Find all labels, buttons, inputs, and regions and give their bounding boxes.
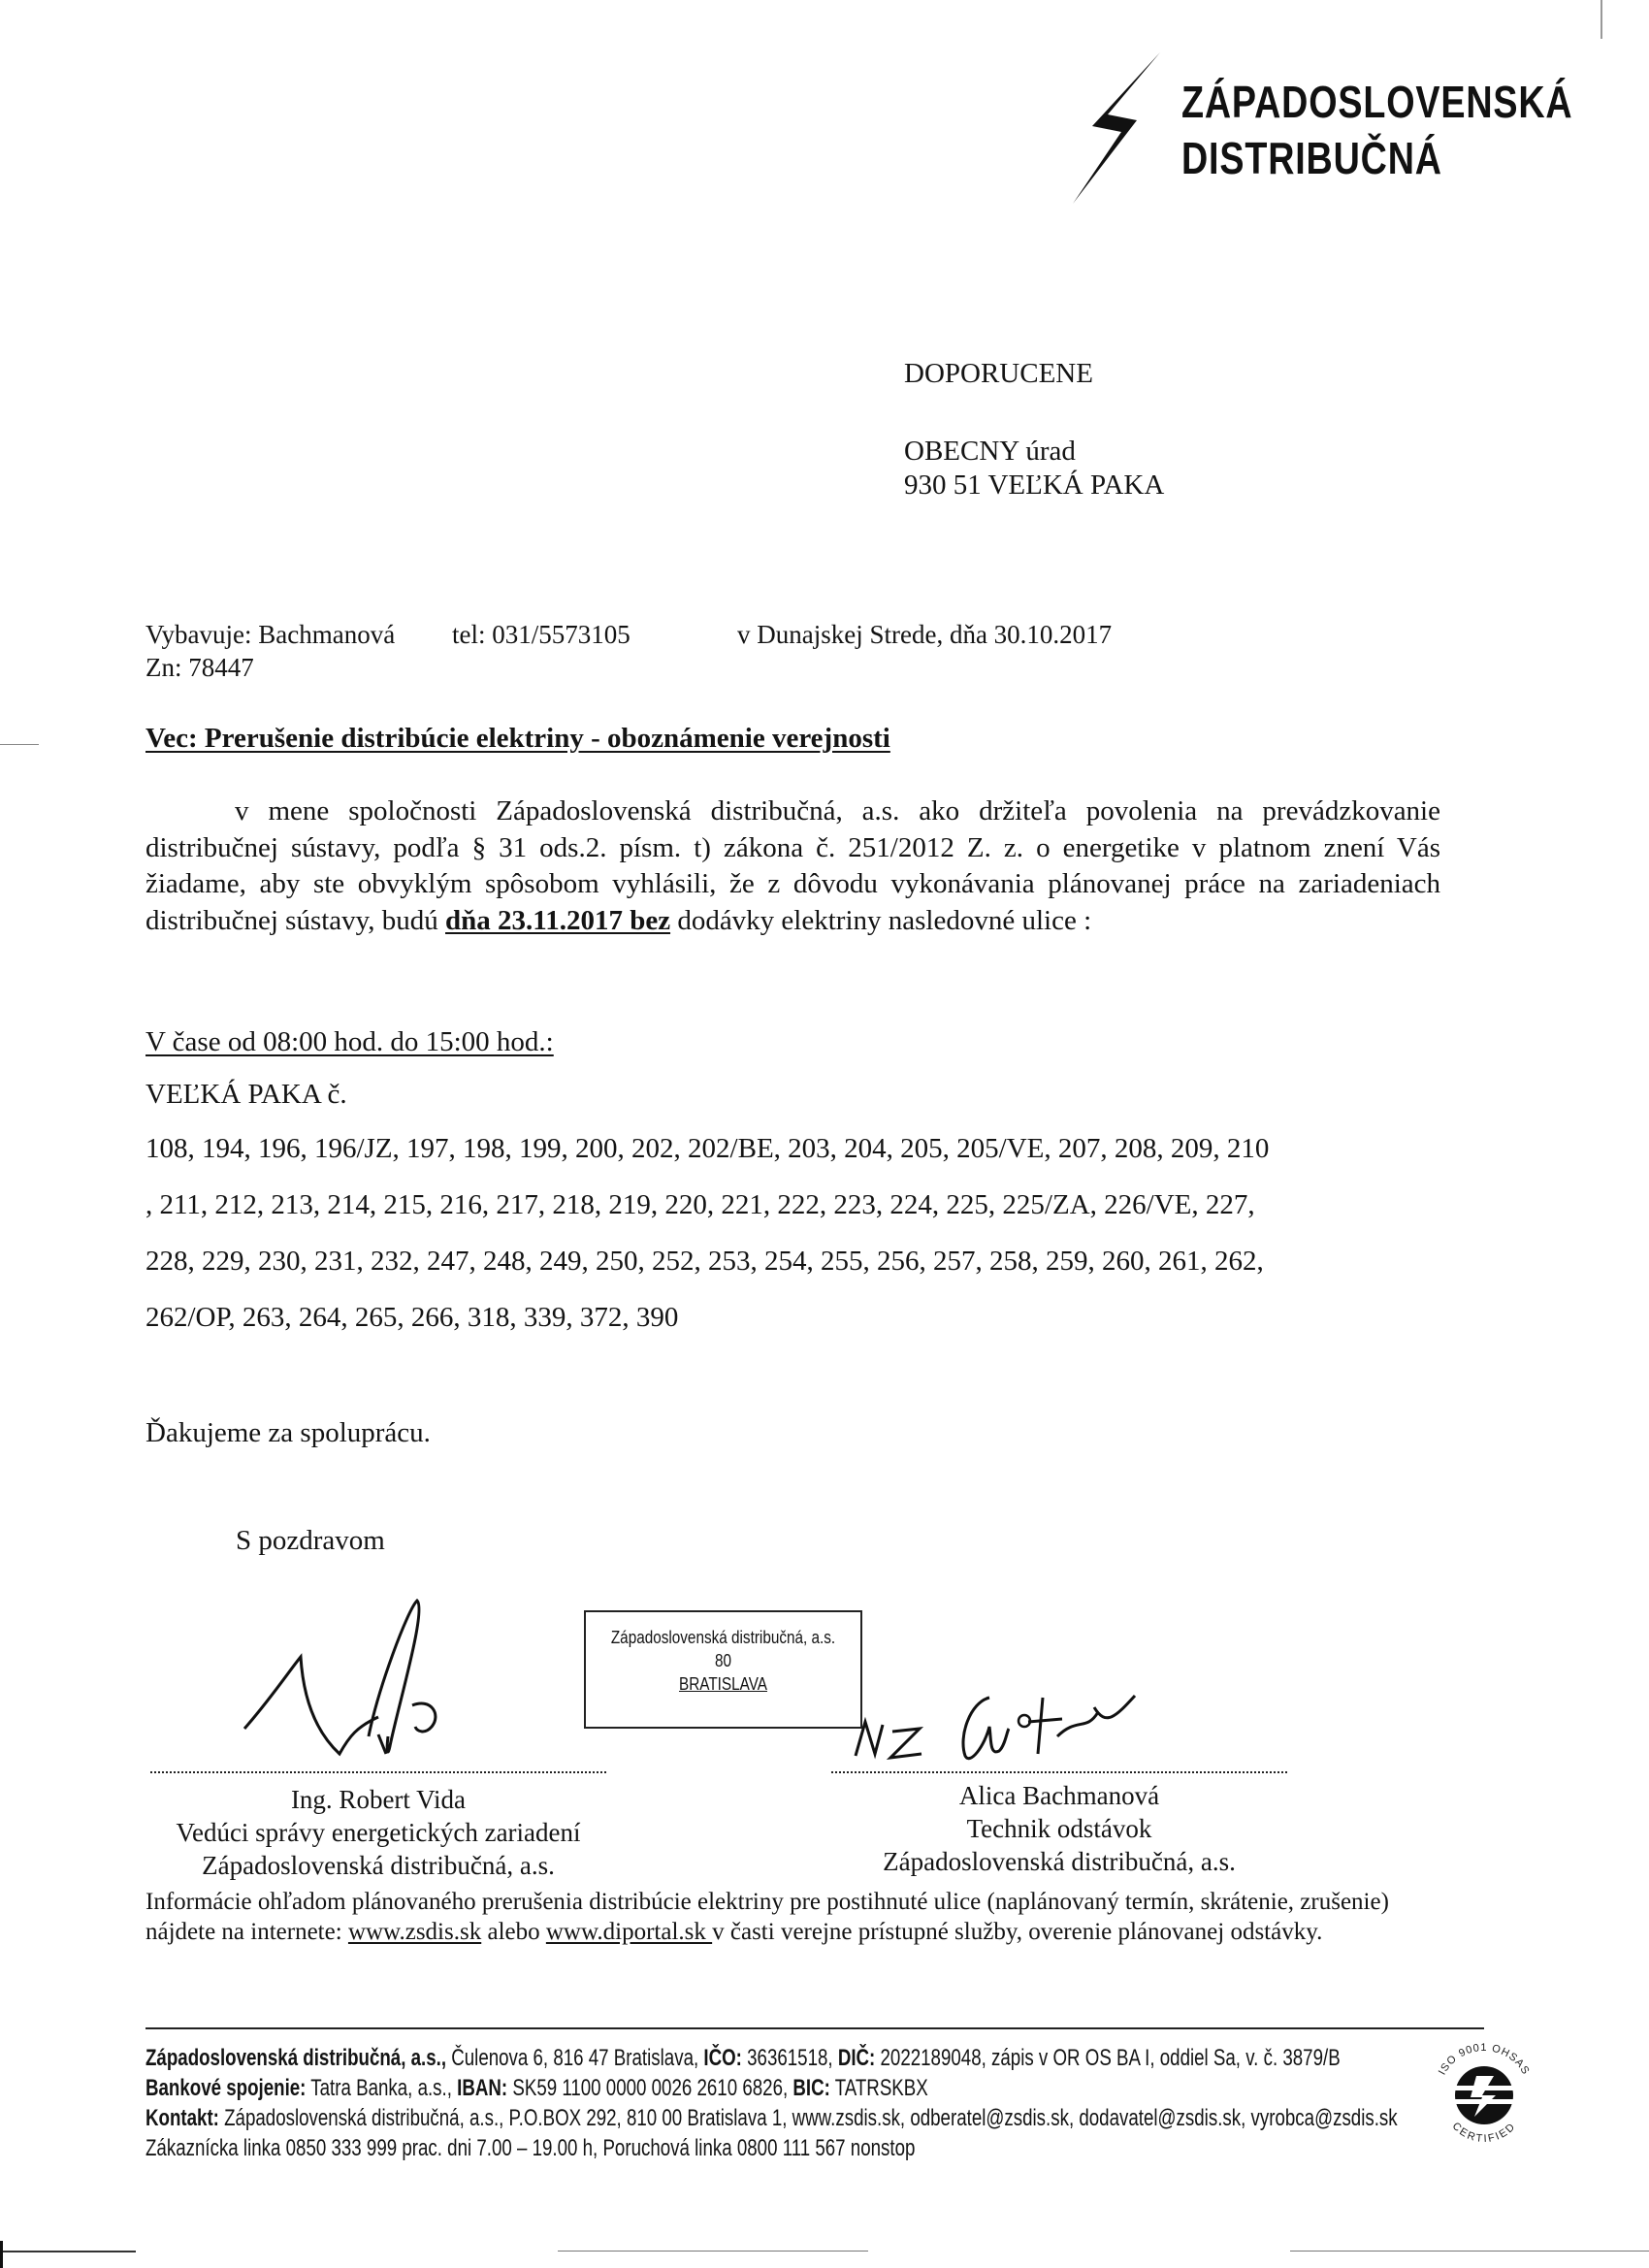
body-part-1: v mene spoločnosti Západoslovenská distribučná, a.s. ako držiteľa povolenia na prevádzkovanie distribučnej sústavy, podľa § 31 ods.2. písm. t) zákona č. 251/2012 Z. z. o energetike v platnom znení Vás žiadame, aby ste obvyklým spôsobom vyhlásili, že z dôvodu vykonávania plánovanej práce na zariadeniach distribučnej sústavy, budú	[146, 795, 1440, 936]
signature-left	[233, 1591, 456, 1766]
recipient-line-1: OBECNY úrad	[904, 436, 1076, 467]
footer-bic: TATRSKBX	[829, 2075, 928, 2101]
info-paragraph	[146, 1887, 1445, 1947]
reference-number: Zn: 78447	[146, 653, 254, 682]
signature-right	[844, 1678, 1145, 1770]
seal-bottom-text: CERTIFIED	[1449, 2120, 1519, 2146]
footer-dic: 2022189048, zápis v OR OS BA I, oddiel Sa, v. č. 3879/B	[875, 2045, 1341, 2071]
logo-line-1: ZÁPADOSLOVENSKÁ	[1181, 77, 1573, 127]
footer-contact-label: Kontakt:	[146, 2105, 219, 2131]
signatory-right-role: Technik odstávok	[966, 1814, 1152, 1843]
signature-line-right	[831, 1771, 1287, 1773]
footer-bank: Tatra Banka, a.s.,	[306, 2075, 458, 2101]
signatory-left-role: Vedúci správy energetických zariadení	[176, 1818, 581, 1847]
house-numbers-row: 228, 229, 230, 231, 232, 247, 248, 249, 250, 252, 253, 254, 255, 256, 257, 258, 259, 260, 261, 262,	[146, 1246, 1264, 1277]
signature-line-left	[150, 1771, 606, 1773]
info-text-mid: alebo	[481, 1919, 546, 1945]
stamp-line-3: BRATISLAVA	[678, 1674, 767, 1694]
footer-dic-label: DIČ:	[837, 2045, 876, 2071]
handled-by: Vybavuje: Bachmanová	[146, 620, 396, 649]
footer-hotline: Zákaznícka linka 0850 333 999 prac. dni 7.00 – 19.00 h, Poruchová linka 0800 111 567 nonstop	[146, 2135, 916, 2161]
company-logo-wordmark	[1181, 74, 1573, 186]
place-date: v Dunajskej Strede, dňa 30.10.2017	[737, 620, 1113, 649]
footer-company-line	[146, 2043, 1341, 2073]
footer-contact: Západoslovenská distribučná, a.s., P.O.BOX 292, 810 00 Bratislava 1, www.zsdis.sk, odberatel@zsdis.sk, dodavatel@zsdis.sk, vyrobca@zsdis.sk	[218, 2105, 1398, 2131]
body-paragraph	[146, 794, 1440, 939]
signatory-right-name: Alica Bachmanová	[958, 1781, 1160, 1810]
stamp-line-2: 80	[714, 1651, 732, 1670]
margin-mark	[0, 744, 39, 745]
recipient-line-2: 930 51 VEĽKÁ PAKA	[904, 470, 1165, 501]
signatory-left	[136, 1783, 621, 1882]
footer-bank-line	[146, 2073, 928, 2103]
scan-edge-mark	[558, 2251, 868, 2252]
thanks: Ďakujeme za spoluprácu.	[146, 1417, 431, 1448]
scan-edge-mark	[0, 2251, 136, 2252]
footer-iban-label: IBAN:	[457, 2075, 508, 2101]
footer-ico: 36361518,	[741, 2045, 838, 2071]
subject-line: Vec: Prerušenie distribúcie elektriny - oboznámenie verejnosti	[146, 723, 890, 754]
body-emphasis-date: dňa 23.11.2017 bez	[445, 904, 671, 936]
link-diportal[interactable]: www.diportal.sk	[545, 1919, 713, 1945]
scan-edge-mark	[0, 2241, 3, 2268]
scan-edge-mark	[1600, 0, 1602, 39]
footer-company-text: Čulenova 6, 816 47 Bratislava,	[446, 2045, 704, 2071]
lightning-bolt-logo-icon	[1065, 50, 1162, 206]
footer-iban: SK59 1100 0000 0026 2610 6826,	[507, 2075, 793, 2101]
info-text-2: v časti verejne prístupné služby, overenie plánovanej odstávky.	[712, 1919, 1323, 1945]
signatory-left-name: Ing. Robert Vida	[290, 1785, 467, 1814]
signatory-left-company: Západoslovenská distribučná, a.s.	[202, 1851, 555, 1880]
seal-top-text: ISO 9001 OHSAS	[1436, 2042, 1533, 2078]
locality: VEĽKÁ PAKA č.	[146, 1079, 347, 1110]
footer-bic-label: BIC:	[792, 2075, 830, 2101]
scan-edge-mark	[1290, 2251, 1649, 2252]
footer-ico-label: IČO:	[703, 2045, 742, 2071]
signatory-right	[817, 1779, 1302, 1878]
body-part-2: dodávky elektriny nasledovné ulice :	[670, 904, 1092, 936]
house-numbers-row: 262/OP, 263, 264, 265, 266, 318, 339, 372, 390	[146, 1302, 679, 1333]
footer-divider	[146, 2027, 1484, 2029]
company-stamp	[584, 1610, 862, 1729]
house-numbers-row: 108, 194, 196, 196/JZ, 197, 198, 199, 200, 202, 202/BE, 203, 204, 205, 205/VE, 207, 208, 209, 210	[146, 1133, 1270, 1164]
house-numbers-row: , 211, 212, 213, 214, 215, 216, 217, 218, 219, 220, 221, 222, 223, 224, 225, 225/ZA, 226/VE, 227,	[146, 1189, 1255, 1220]
footer-bank-label: Bankové spojenie:	[146, 2075, 307, 2101]
footer-contact-line	[146, 2103, 1398, 2133]
logo-line-2: DISTRIBUČNÁ	[1181, 133, 1442, 183]
certification-seal-icon	[1426, 2037, 1542, 2154]
footer-company-label: Západoslovenská distribučná, a.s.,	[146, 2045, 447, 2071]
signatory-right-company: Západoslovenská distribučná, a.s.	[883, 1847, 1236, 1876]
info-text-1: Informácie ohľadom plánovaného prerušenia distribúcie elektriny pre postihnuté ulice (naplánovaný termín, skrátenie, zrušenie) nájdete na internete:	[146, 1889, 1389, 1945]
phone: tel: 031/5573105	[452, 620, 630, 649]
stamp-line-1: Západoslovenská distribučná, a.s.	[610, 1628, 836, 1647]
delivery-type: DOPORUCENE	[904, 358, 1093, 389]
greeting: S pozdravom	[236, 1525, 385, 1556]
link-zsdis[interactable]: www.zsdis.sk	[347, 1919, 482, 1945]
time-range: V čase od 08:00 hod. do 15:00 hod.:	[146, 1026, 554, 1057]
